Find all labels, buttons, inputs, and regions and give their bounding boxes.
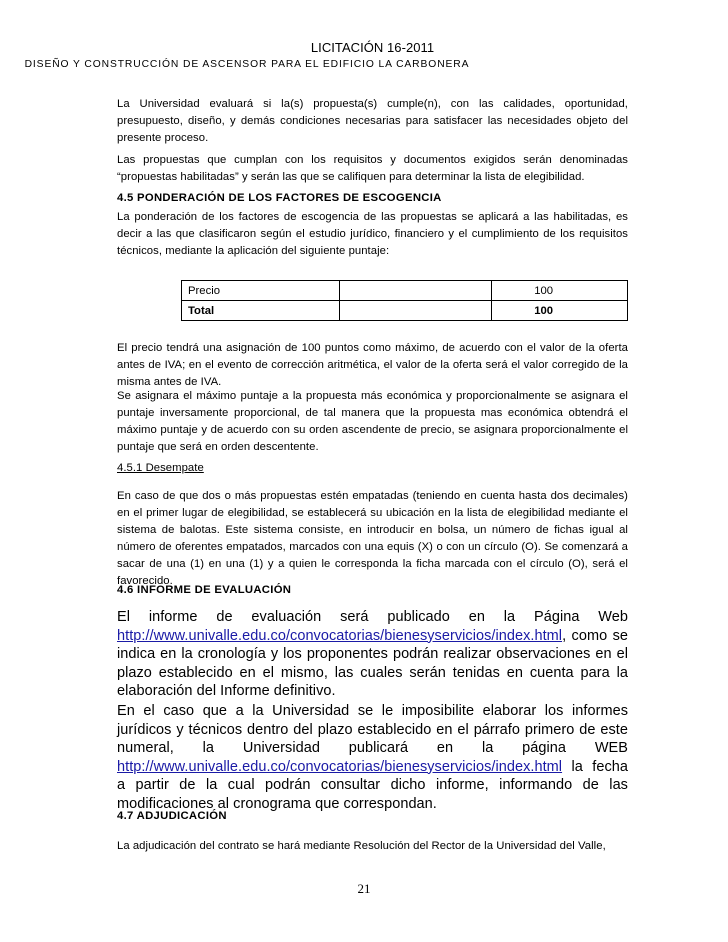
table-cell-spacer xyxy=(340,301,492,321)
table-row xyxy=(182,281,628,301)
table-cell-points: 100 xyxy=(492,301,628,321)
section-heading-4-5-1: 4.5.1 Desempate xyxy=(117,462,204,474)
table-cell-factor: Total xyxy=(182,301,340,321)
header-title: LICITACIÓN 16-2011 xyxy=(310,40,435,55)
paragraph-ponderacion: La ponderación de los factores de escogencia de las propuestas se aplicará a las habilitadas, es decir a las que clasificaron según el estudio jurídico, financiero y el cumplimiento de los requisitos técnicos, mediante la aplicación del siguiente puntaje: xyxy=(117,211,628,257)
section-heading-4-6: 4.6 INFORME DE EVALUACIÓN xyxy=(117,584,292,596)
page-number: 21 xyxy=(357,881,371,896)
score-table xyxy=(181,280,628,321)
paragraph-informe-text-a: El informe de evaluación será publicado en la Página Web xyxy=(117,609,628,625)
table-cell-spacer xyxy=(340,281,492,301)
table-cell-factor: Precio xyxy=(182,281,340,301)
paragraph-imposibilidad-text-b: la fecha a partir de la cual podrán consultar dicho informe, informando de las modificaciones al cronograma que correspondan. xyxy=(117,758,628,812)
convocatorias-link-2[interactable]: http://www.univalle.edu.co/convocatorias/bienesyservicios/index.html xyxy=(117,758,563,775)
section-heading-4-5: 4.5 PONDERACIÓN DE LOS FACTORES DE ESCOGENCIA xyxy=(117,192,442,204)
paragraph-precio: El precio tendrá una asignación de 100 puntos como máximo, de acuerdo con el valor de la oferta antes de IVA; en el evento de corrección aritmética, el valor de la oferta será el valor corregido de la misma antes de IVA. xyxy=(117,342,628,388)
table-row xyxy=(182,301,628,321)
paragraph-imposibilidad xyxy=(117,702,628,813)
paragraph-imposibilidad-text-a: En el caso que a la Universidad se le imposibilite elaborar los informes jurídicos y técnicos dentro del plazo establecido en el párrafo primero de este numeral, la Universidad publicará en la página WEB xyxy=(117,703,628,756)
paragraph-informe-text-b: , como se indica en la cronología y los proponentes podrán realizar observaciones en el plazo establecido en el mismo, las cuales serán tenidas en cuenta para la elaboración del Informe definitivo. xyxy=(117,627,628,699)
paragraph-informe xyxy=(117,608,628,701)
section-heading-4-7: 4.7 ADJUDICACIÓN xyxy=(117,810,227,822)
paragraph-habilitadas: Las propuestas que cumplan con los requisitos y documentos exigidos serán denominadas “propuestas habilitadas” y serán las que se califiquen para determinar la lista de elegibilidad. xyxy=(117,154,628,183)
document-page xyxy=(117,40,628,56)
paragraph-puntaje: Se asignara el máximo puntaje a la propuesta más económica y proporcionalmente se asignara el puntaje inversamente proporcional, de tal manera que la propuesta mas económica obtendrá el máximo puntaje y de acuerdo con su orden ascendente de precio, se asignara proporcionalmente el puntaje que será en orden descentente. xyxy=(117,390,628,453)
paragraph-evaluation: La Universidad evaluará si la(s) propuesta(s) cumple(n), con las calidades, oportunidad, presupuesto, diseño, y demás condiciones necesarias para satisfacer las necesidades objeto del presente proceso. xyxy=(117,98,628,144)
paragraph-adjudicacion: La adjudicación del contrato se hará mediante Resolución del Rector de la Universidad del Valle, xyxy=(117,840,606,852)
header-subtitle: DISEÑO Y CONSTRUCCIÓN DE ASCENSOR PARA EL EDIFICIO LA CARBONERA xyxy=(24,59,470,70)
convocatorias-link[interactable]: http://www.univalle.edu.co/convocatorias/bienesyservicios/index.html xyxy=(117,627,563,644)
paragraph-desempate: En caso de que dos o más propuestas estén empatadas (teniendo en cuenta hasta dos decimales) en el primer lugar de elegibilidad, se establecerá su ubicación en la lista de elegibilidad mediante el sistema de balotas. Este sistema consiste, en introducir en bolsa, un número de fichas igual al número de oferentes empatados, marcados con una equis (X) o con un círculo (O). Se comenzará a sacar de una (1) en una (1) y a quien le corresponda la ficha marcada con el círculo (O), será el favorecido. xyxy=(117,490,628,587)
table-cell-points: 100 xyxy=(492,281,628,301)
